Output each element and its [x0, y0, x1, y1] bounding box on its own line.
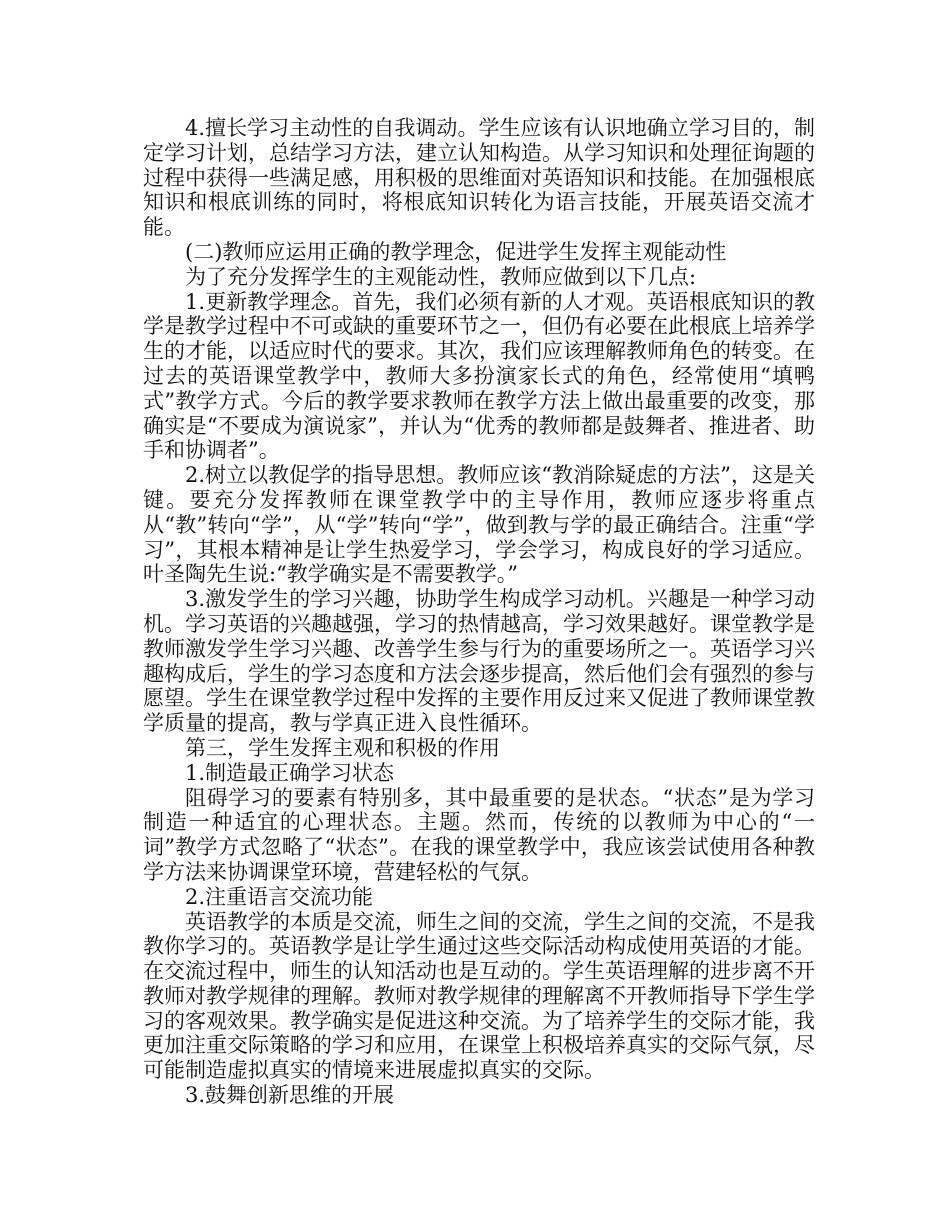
section-heading-student-role: 第三，学生发挥主观和积极的作用: [185, 735, 500, 760]
paragraph-learning-state: 阻碍学习的要素有特别多，其中最重要的是状态。“状态”是为学习制造一种适宜的心理状态。主题。然而，传统的以教师为中心的“一词”教学方式忽略了“状态”。在我的课堂教学中，我应该尝试使用各种教学方法来协调课堂环境，营建轻松的气氛。: [143, 785, 815, 884]
paragraph-self-motivation: 4.擅长学习主动性的自我调动。学生应该有认识地确立学习目的，制定学习计划，总结学习方法，建立认知构造。从学习知识和处理征询题的过程中获得一些满足感，用积极的思维面对英语知识和技能。在加强根底知识和根底训练的同时，将根底知识转化为语言技能，开展英语交流才能。: [143, 116, 815, 240]
subheading-communication: 2.注重语言交流功能: [185, 884, 374, 909]
subheading-creative-thinking: 3.鼓舞创新思维的开展: [185, 1083, 395, 1108]
paragraph-update-concepts: 1.更新教学理念。首先，我们必须有新的人才观。英语根底知识的教学是教学过程中不可或缺的重要环节之一，但仍有必要在此根底上培养学生的才能，以适应时代的要求。其次，我们应该理解教师角色的转变。在过去的英语课堂教学中，教师大多扮演家长式的角色，经常使用“填鸭式”教学方式。今后的教学要求教师在教学方法上做出最重要的改变，那确实是“不要成为演说家”，并认为“优秀的教师都是鼓舞者、推进者、助手和协调者”。: [143, 289, 815, 463]
paragraph-teaching-guidance: 2.树立以教促学的指导思想。教师应该“教消除疑虑的方法”，这是关键。要充分发挥教师在课堂教学中的主导作用，教师应逐步将重点从“教”转向“学”，从“学”转向“学”，做到教与学的最正确结合。注重“学习”，其根本精神是让学生热爱学习，学会学习，构成良好的学习适应。叶圣陶先生说:“教学确实是不需要教学。”: [143, 463, 815, 587]
document-page: [143, 116, 815, 1108]
subheading-learning-state: 1.制造最正确学习状态: [185, 760, 395, 785]
paragraph-communication: 英语教学的本质是交流，师生之间的交流，学生之间的交流，不是我教你学习的。英语教学是让学生通过这些交际活动构成使用英语的才能。在交流过程中，师生的认知活动也是互动的。学生英语理解的进步离不开教师对教学规律的理解。教师对教学规律的理解离不开教师指导下学生学习的客观效果。教学确实是促进这种交流。为了培养学生的交际才能，我更加注重交际策略的学习和应用，在课堂上积极培养真实的交际气氛，尽可能制造虚拟真实的情境来进展虚拟真实的交际。: [143, 909, 815, 1083]
paragraph-intro-points: 为了充分发挥学生的主观能动性，教师应做到以下几点:: [185, 264, 697, 289]
section-heading-teacher-concepts: (二)教师应运用正确的教学理念，促进学生发挥主观能动性: [185, 239, 727, 264]
paragraph-stimulate-interest: 3.激发学生的学习兴趣，协助学生构成学习动机。兴趣是一种学习动机。学习英语的兴趣越强，学习的热情越高，学习效果越好。课堂教学是教师激发学生学习兴趣、改善学生参与行为的重要场所之一。英语学习兴趣构成后，学生的学习态度和方法会逐步提高，然后他们会有强烈的参与愿望。学生在课堂教学过程中发挥的主要作用反过来又促进了教师课堂教学质量的提高，教与学真正进入良性循环。: [143, 587, 815, 736]
